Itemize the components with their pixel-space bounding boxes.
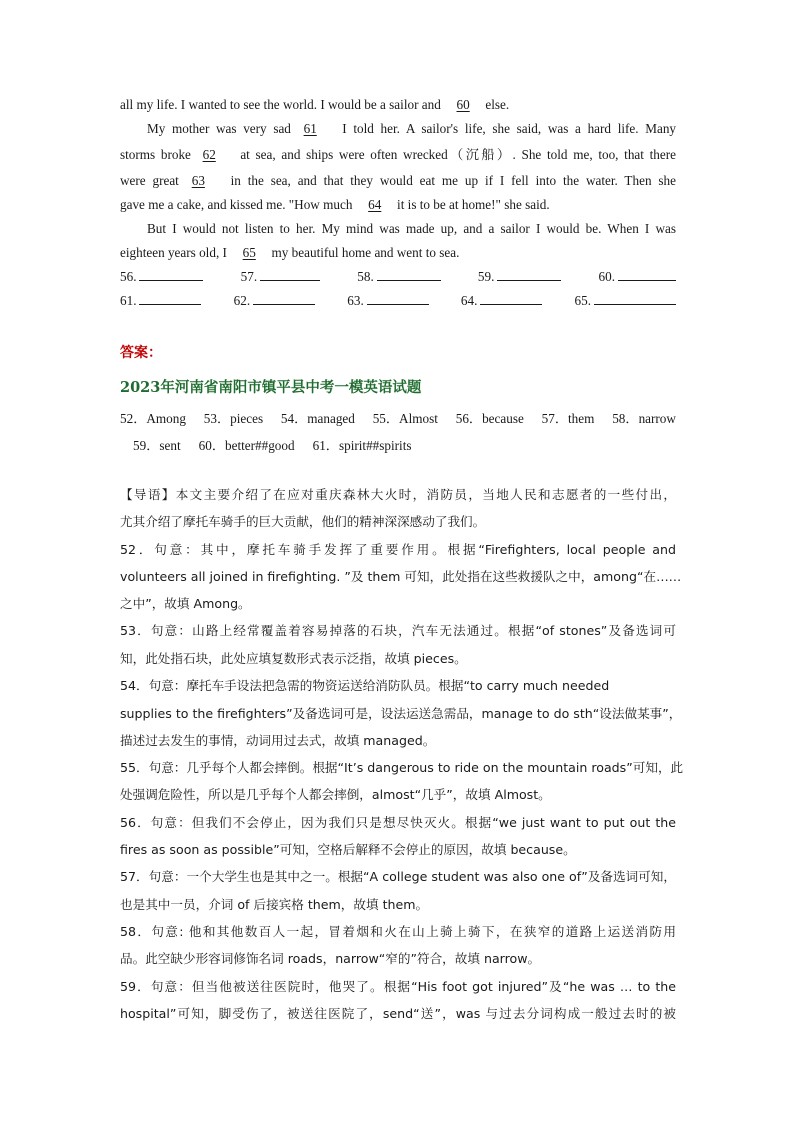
explanation-line: volunteers all joined in firefighting. ”及 them 可知，此处指在这些救援队之中，among“在…… <box>120 569 682 584</box>
blank-number: 65 <box>242 245 256 260</box>
answer-line-number: 60. <box>598 269 615 284</box>
answer-line-61 <box>120 292 201 310</box>
answer-key: 61．spirit##spirits <box>312 438 412 453</box>
passage-text: gave me a cake, and kissed me. "How much <box>120 197 356 212</box>
answer-lines-row <box>120 268 676 286</box>
answer-line <box>139 268 203 281</box>
answer-line-number: 64. <box>460 293 478 308</box>
answer-lines-row <box>120 292 676 310</box>
answer-line-63 <box>347 292 428 310</box>
answer-keys-row <box>120 408 676 427</box>
passage-text: storms broke <box>120 147 197 162</box>
passage-text: else. <box>482 97 510 112</box>
explanation-line: 尤其介绍了摩托车骑手的巨大贡献，他们的精神深深感动了我们。 <box>120 514 486 529</box>
answer-line-62 <box>234 292 315 310</box>
passage-line <box>120 96 676 114</box>
passage-text: But I would not listen to her. My mind was made up, and a sailor I would be. When I was <box>147 221 676 236</box>
answer-line <box>618 268 676 281</box>
answer-line-57 <box>241 268 320 286</box>
explanation-line: 53．句意：山路上经常覆盖着容易掉落的石块，汽车无法通过。根据“of stones”及备选词可 <box>120 623 676 638</box>
passage-text: all my life. I wanted to see the world. I would be a sailor and <box>120 97 445 112</box>
passage-text: it is to be at home!" she said. <box>393 197 550 212</box>
answer-line <box>139 292 201 305</box>
explanation-line: 56．句意：但我们不会停止，因为我们只是想尽快灭火。根据“we just want to put out the <box>120 815 676 830</box>
explanation-line: 58．句意: 他和其他数百人一起，冒着烟和火在山上骑上骑下，在狭窄的道路上运送消防用 <box>120 924 676 939</box>
answer-line-number: 63. <box>347 293 364 308</box>
answer-line <box>260 268 320 281</box>
answer-line-number: 56. <box>120 269 137 284</box>
passage-text: eighteen years old, I <box>120 245 231 260</box>
answer-key: 60．better##good <box>198 438 295 453</box>
answer-key: 56．because <box>455 411 524 426</box>
passage-text: were great <box>120 173 186 188</box>
answer-line-number: 62. <box>233 293 251 308</box>
explanation-line: supplies to the firefighters”及备选词可是，设法运送急需品，manage to do sth“设法做某事”， <box>120 706 682 721</box>
blank-number: 63 <box>191 173 205 188</box>
answer-line <box>594 292 676 305</box>
explanation-line: 54．句意：摩托车手设法把急需的物资运送给消防队员。根据“to carry much needed <box>120 678 610 693</box>
answer-line-number: 65. <box>574 293 591 308</box>
answer-line-65 <box>575 292 676 310</box>
answer-line-56 <box>120 268 203 286</box>
passage-line <box>120 244 676 262</box>
exam-title: 2023年河南省南阳市镇平县中考一模英语试题 <box>120 379 422 396</box>
passage-line <box>147 120 676 138</box>
passage-text: My mother was very sad <box>147 121 298 136</box>
explanation-line: 59．句意：但当他被送往医院时，他哭了。根据“His foot got injured”及“he was … to the <box>120 979 676 994</box>
explanation-line: 品。此空缺少形容词修饰名词 roads，narrow“窄的”符合，故填 narrow。 <box>120 951 541 966</box>
answer-label: 答案： <box>120 345 162 361</box>
blank-number: 64 <box>368 197 382 212</box>
answer-key: 59．sent <box>133 438 181 453</box>
explanation-line: 处强调危险性，所以是几乎每个人都会摔倒，almost“几乎”，故填 Almost。 <box>120 787 551 802</box>
passage-text: my beautiful home and went to sea. <box>268 245 460 260</box>
blank-number: 62 <box>202 147 216 162</box>
explanation-line: hospital”可知，脚受伤了，被送往医院了，send“送”，was 与过去分词构成一般过去时的被 <box>120 1006 676 1021</box>
blank-number: 61 <box>303 121 317 136</box>
passage-line <box>120 196 676 214</box>
answer-key: 58．narrow <box>612 411 676 426</box>
answer-line <box>253 292 315 305</box>
answer-line-number: 61. <box>120 293 137 308</box>
explanation-line: 也是其中一员，介词 of 后接宾格 them，故填 them。 <box>120 897 429 912</box>
explanation-line: fires as soon as possible”可知，空格后解释不会停止的原因，故填 because。 <box>120 842 576 857</box>
explanation-line: 之中”，故填 Among。 <box>120 596 251 611</box>
answer-line-59 <box>478 268 561 286</box>
answer-line <box>497 268 561 281</box>
answer-line <box>480 292 542 305</box>
answer-key: 55．Almost <box>372 411 438 426</box>
blank-number: 60 <box>456 97 470 112</box>
answer-line-60 <box>599 268 676 286</box>
passage-text: I told her. A sailor's life, she said, was a hard life. Many <box>335 121 677 136</box>
explanation-line: 描述过去发生的事情，动词用过去式，故填 managed。 <box>120 733 436 748</box>
answer-line-58 <box>357 268 440 286</box>
explanation-line: 52．句意：其中，摩托车骑手发挥了重要作用。根据“Firefighters, local people and <box>120 542 676 557</box>
answer-line-64 <box>461 292 542 310</box>
answer-line <box>367 292 429 305</box>
passage-line <box>120 172 676 190</box>
answer-key: 52．Among <box>120 411 186 426</box>
passage-text: at sea, and ships were often wrecked（沉船）. She told me, too, that there <box>234 147 676 162</box>
answer-key: 57．them <box>541 411 595 426</box>
passage-line <box>120 146 676 164</box>
explanation-line: 55．句意：几乎每个人都会摔倒。根据“It’s dangerous to ride on the mountain roads”可知，此 <box>120 760 684 775</box>
answer-line-number: 59. <box>477 269 495 284</box>
passage-line <box>147 220 676 238</box>
answer-line <box>377 268 441 281</box>
answer-line-number: 58. <box>357 269 374 284</box>
answer-keys-row <box>133 435 412 454</box>
answer-key: 53．pieces <box>203 411 264 426</box>
answer-line-number: 57. <box>240 269 258 284</box>
explanation-line: 57．句意：一个大学生也是其中之一。根据“A college student was also one of”及备选词可知， <box>120 869 676 884</box>
answer-key: 54．managed <box>280 411 355 426</box>
explanation-line: 知，此处指石块，此处应填复数形式表示泛指，故填 pieces。 <box>120 651 467 666</box>
explanation-line: 【导语】本文主要介绍了在应对重庆森林大火时，消防员，当地人民和志愿者的一些付出， <box>120 487 676 502</box>
passage-text: in the sea, and that they would eat me up if I fell into the water. Then she <box>223 173 676 188</box>
